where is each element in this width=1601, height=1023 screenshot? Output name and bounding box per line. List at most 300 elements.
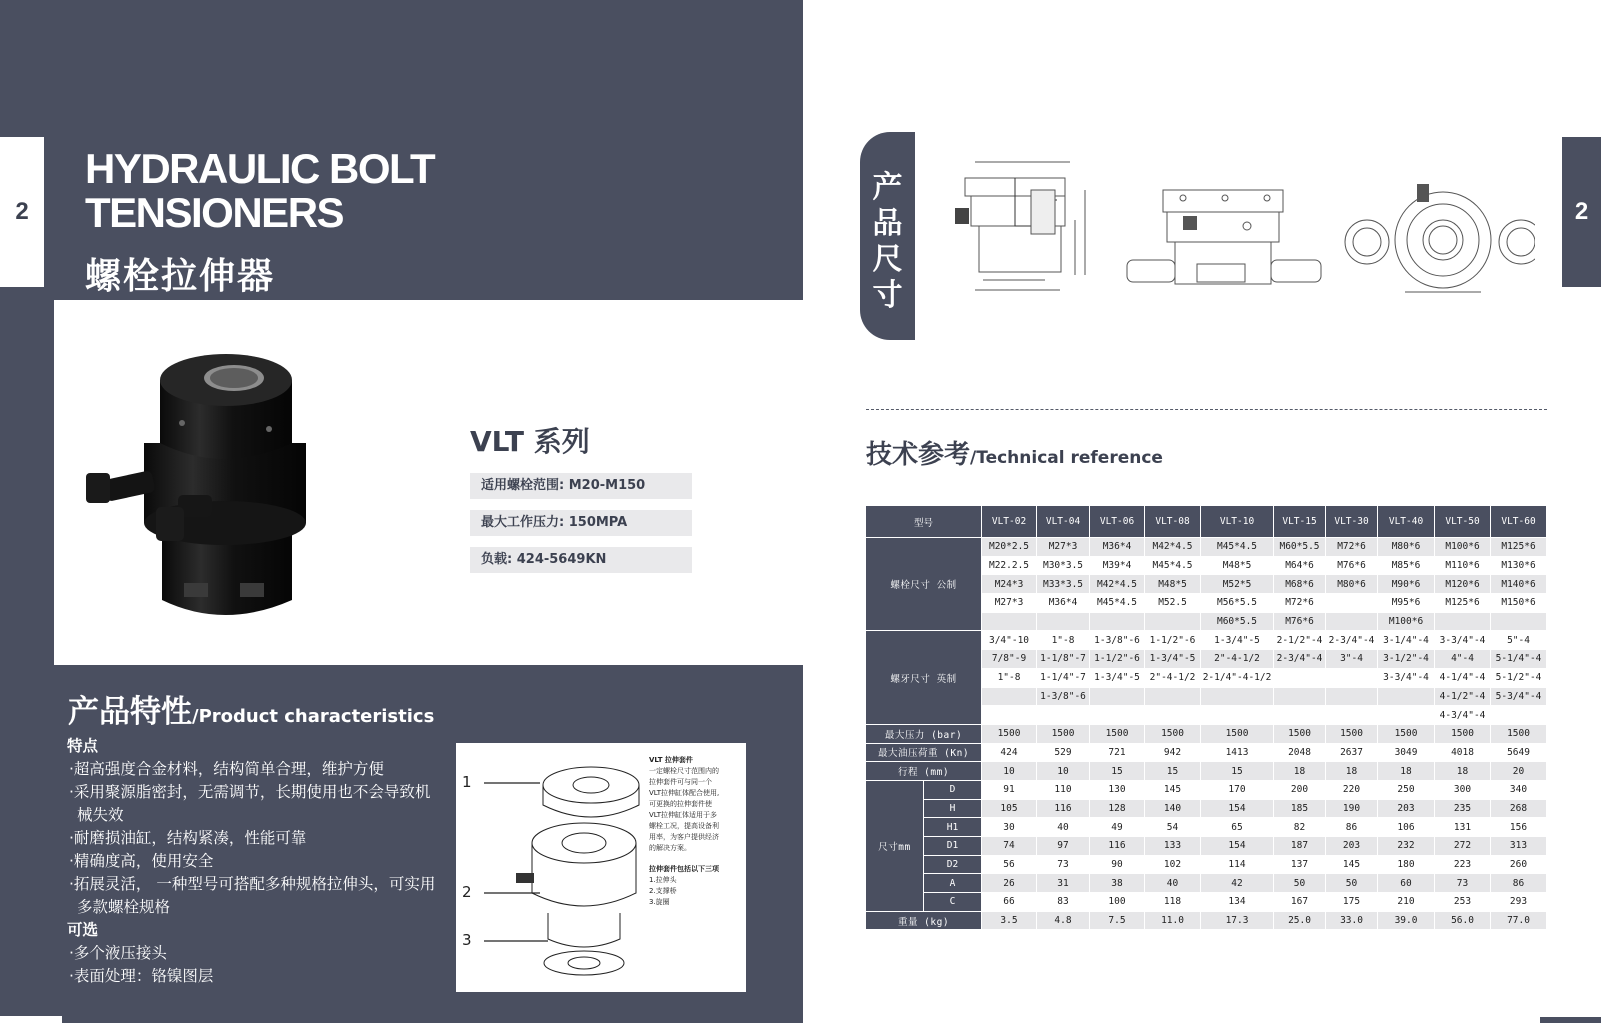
product-dimensions-tab (860, 132, 915, 340)
title-line-2: TENSIONERS (85, 189, 344, 236)
table-cell: 154 (1201, 800, 1274, 819)
table-cell: 128 (1090, 800, 1145, 819)
table-cell: 1-1/4"-7 (1037, 669, 1090, 688)
header-cell: VLT-08 (1145, 506, 1201, 538)
note-line: 的解决方案。 (649, 844, 691, 852)
table-cell: 26 (982, 874, 1037, 893)
table-cell: 91 (982, 781, 1037, 800)
table-cell: 190 (1326, 800, 1378, 819)
table-cell: 56 (982, 856, 1037, 875)
page-title (85, 147, 434, 235)
table-cell: 40 (1145, 874, 1201, 893)
technical-reference-en: /Technical reference (970, 448, 1163, 468)
table-cell (1145, 688, 1201, 707)
table-cell: 220 (1326, 781, 1378, 800)
table-cell: 86 (1491, 874, 1547, 893)
table-cell: M60*5.5 (1201, 613, 1274, 632)
table-cell: 1500 (1145, 725, 1201, 744)
exploded-note (649, 755, 743, 908)
table-cell: 140 (1145, 800, 1201, 819)
table-cell: 49 (1090, 818, 1145, 837)
table-cell: M76*6 (1274, 613, 1326, 632)
table-cell: 293 (1491, 893, 1547, 912)
corner-mark-left (0, 1016, 62, 1023)
table-cell: 4-1/4"-4 (1435, 669, 1491, 688)
table-cell: 200 (1274, 781, 1326, 800)
table-cell (1090, 688, 1145, 707)
table-cell: 268 (1491, 800, 1547, 819)
table-cell: 4.8 (1037, 912, 1090, 931)
table-row (866, 538, 1547, 557)
table-cell: 73 (1037, 856, 1090, 875)
table-cell: M60*5.5 (1274, 538, 1326, 557)
note-title: VLT 拉伸套件 (649, 756, 693, 764)
table-row (866, 874, 1547, 893)
table-cell: 110 (1037, 781, 1090, 800)
table-cell: M85*6 (1378, 557, 1435, 576)
table-cell: 232 (1378, 837, 1435, 856)
table-cell: 114 (1201, 856, 1274, 875)
table-cell: 187 (1274, 837, 1326, 856)
header-cell: VLT-40 (1378, 506, 1435, 538)
table-cell: M42*4.5 (1145, 538, 1201, 557)
table-cell (982, 706, 1037, 725)
table-row (866, 762, 1547, 781)
table-cell: M36*4 (1037, 594, 1090, 613)
table-cell (1491, 613, 1547, 632)
table-cell: 1500 (1037, 725, 1090, 744)
table-cell (982, 688, 1037, 707)
table-cell: 11.0 (1145, 912, 1201, 931)
table-cell (1145, 613, 1201, 632)
table-cell (1090, 706, 1145, 725)
table-cell: 2-1/2"-4 (1274, 631, 1326, 650)
table-cell: 529 (1037, 744, 1090, 763)
table-cell: M100*6 (1435, 538, 1491, 557)
table-cell: M22.2.5 (982, 557, 1037, 576)
table-cell: M110*6 (1435, 557, 1491, 576)
table-cell: 15 (1201, 762, 1274, 781)
table-cell: 1413 (1201, 744, 1274, 763)
table-cell (1326, 594, 1378, 613)
table-cell (1201, 688, 1274, 707)
feature-item: ·采用聚源脂密封，无需调节，长期使用也不会导致机 (69, 783, 431, 801)
table-cell: 1-3/4"-5 (1201, 631, 1274, 650)
table-cell: M130*6 (1491, 557, 1547, 576)
tab-char: 品 (872, 206, 903, 241)
spec-label: 适用螺栓范围: (481, 478, 565, 493)
table-cell: 3049 (1378, 744, 1435, 763)
table-cell: 1-1/2"-6 (1090, 650, 1145, 669)
note-line: 一定螺栓尺寸范围内的 (649, 767, 719, 775)
table-cell: 2-3/4"-4 (1274, 650, 1326, 669)
table-cell: M64*6 (1274, 557, 1326, 576)
table-cell (1145, 706, 1201, 725)
table-cell: 3/4"-10 (982, 631, 1037, 650)
table-cell: 60 (1378, 874, 1435, 893)
header-cell: VLT-15 (1274, 506, 1326, 538)
table-cell: M120*6 (1435, 575, 1491, 594)
technical-drawings (935, 150, 1535, 320)
table-cell: 3-1/2"-4 (1378, 650, 1435, 669)
table-cell: 2"-4-1/2 (1201, 650, 1274, 669)
table-cell: M45*4.5 (1201, 538, 1274, 557)
imperial-label: 螺牙尺寸 英制 (866, 631, 982, 724)
table-cell: 1500 (1491, 725, 1547, 744)
table-cell: M80*6 (1326, 575, 1378, 594)
table-cell: 7.5 (1090, 912, 1145, 931)
header-cell: VLT-02 (982, 506, 1037, 538)
table-cell: M45*4.5 (1090, 594, 1145, 613)
table-cell: 83 (1037, 893, 1090, 912)
table-cell: 4018 (1435, 744, 1491, 763)
spec-max-pressure (470, 510, 692, 536)
table-cell: M140*6 (1491, 575, 1547, 594)
table-cell: 1-3/8"-6 (1090, 631, 1145, 650)
table-cell: 1500 (1378, 725, 1435, 744)
table-cell (982, 613, 1037, 632)
characteristics-heading-en: /Product characteristics (192, 706, 435, 727)
table-cell: 1500 (982, 725, 1037, 744)
page-subtitle-cn: 螺栓拉伸器 (85, 256, 276, 297)
dimension-name: C (924, 893, 982, 912)
table-cell: 4-1/2"-4 (1435, 688, 1491, 707)
part-label-2: 2 (462, 883, 472, 901)
table-cell: 2637 (1326, 744, 1378, 763)
table-cell (1378, 706, 1435, 725)
table-cell: 4-3/4"-4 (1435, 706, 1491, 725)
table-cell: 97 (1037, 837, 1090, 856)
table-row (866, 837, 1547, 856)
table-cell: 116 (1090, 837, 1145, 856)
table-cell: 50 (1274, 874, 1326, 893)
table-cell: M72*6 (1326, 538, 1378, 557)
table-cell: 300 (1435, 781, 1491, 800)
table-cell: M72*6 (1274, 594, 1326, 613)
corner-mark-right (1540, 1017, 1601, 1023)
table-cell: M80*6 (1378, 538, 1435, 557)
table-cell: 942 (1145, 744, 1201, 763)
table-cell (1037, 706, 1090, 725)
header-model: 型号 (866, 506, 982, 538)
spec-label: 负载: (481, 552, 513, 567)
header-cell: VLT-10 (1201, 506, 1274, 538)
table-cell: 20 (1491, 762, 1547, 781)
table-cell: 50 (1326, 874, 1378, 893)
weight-label: 重量 (kg) (866, 912, 982, 931)
spec-value: M20-M150 (568, 478, 646, 493)
parts-item: 3.旋圈 (649, 898, 670, 906)
table-cell: 1-3/8"-6 (1037, 688, 1090, 707)
table-cell: 100 (1090, 893, 1145, 912)
table-cell: 137 (1274, 856, 1326, 875)
table-cell: 1"-8 (1037, 631, 1090, 650)
table-row (866, 800, 1547, 819)
spec-load (470, 547, 692, 573)
table-cell: M45*4.5 (1145, 557, 1201, 576)
technical-reference-heading (866, 434, 1163, 471)
table-row (866, 893, 1547, 912)
table-cell: M48*5 (1145, 575, 1201, 594)
table-cell: M20*2.5 (982, 538, 1037, 557)
table-cell: 54 (1145, 818, 1201, 837)
table-cell: 3-3/4"-4 (1435, 631, 1491, 650)
characteristics-heading (68, 686, 434, 731)
table-cell: 185 (1274, 800, 1326, 819)
optional-item: ·表面处理：铬镍图层 (69, 967, 214, 985)
part-label-1: 1 (462, 773, 472, 791)
table-cell: M52*5 (1201, 575, 1274, 594)
table-header-row (866, 506, 1547, 538)
note-line: VLT拉伸缸体适用于多 (649, 811, 718, 819)
table-cell: M150*6 (1491, 594, 1547, 613)
characteristics-heading-cn: 产品特性 (68, 694, 192, 730)
table-cell: 1500 (1090, 725, 1145, 744)
table-cell: M27*3 (1037, 538, 1090, 557)
header-cell: VLT-06 (1090, 506, 1145, 538)
table-cell: M95*6 (1378, 594, 1435, 613)
table-cell: 33.0 (1326, 912, 1378, 931)
table-cell: 210 (1378, 893, 1435, 912)
table-cell (1037, 613, 1090, 632)
table-cell: 721 (1090, 744, 1145, 763)
table-cell: M76*6 (1326, 557, 1378, 576)
features-list (67, 735, 447, 988)
table-cell: 5-1/2"-4 (1491, 669, 1547, 688)
table-cell: 313 (1491, 837, 1547, 856)
table-cell (1326, 688, 1378, 707)
bolt-tensioner-photo (74, 345, 374, 635)
table-cell: M52.5 (1145, 594, 1201, 613)
page-number-right: 2 (1562, 137, 1601, 287)
table-cell (1326, 613, 1378, 632)
section-divider (866, 409, 1547, 410)
tab-char: 产 (872, 170, 903, 205)
tab-char: 寸 (872, 278, 903, 313)
table-cell: 18 (1435, 762, 1491, 781)
table-cell: 82 (1274, 818, 1326, 837)
table-cell: 1-1/2"-6 (1145, 631, 1201, 650)
table-cell: M27*3 (982, 594, 1037, 613)
feature-item: ·超高强度合金材料，结构简单合理，维护方便 (69, 760, 384, 778)
table-cell: 106 (1378, 818, 1435, 837)
table-row (866, 781, 1547, 800)
table-cell: 40 (1037, 818, 1090, 837)
table-cell: 15 (1090, 762, 1145, 781)
table-cell: 170 (1201, 781, 1274, 800)
table-cell: 42 (1201, 874, 1274, 893)
table-cell (1491, 706, 1547, 725)
features-head: 特点 (67, 737, 99, 755)
table-row (866, 631, 1547, 650)
table-cell: 77.0 (1491, 912, 1547, 931)
table-cell: 156 (1491, 818, 1547, 837)
table-cell (1201, 706, 1274, 725)
table-cell: 74 (982, 837, 1037, 856)
table-cell: 260 (1491, 856, 1547, 875)
table-cell: 1-3/4"-5 (1090, 669, 1145, 688)
table-cell: 154 (1201, 837, 1274, 856)
table-cell: 3-1/4"-4 (1378, 631, 1435, 650)
table-row (866, 912, 1547, 931)
header-cell: VLT-60 (1491, 506, 1547, 538)
table-cell: 235 (1435, 800, 1491, 819)
spec-label: 最大工作压力: (481, 515, 565, 530)
table-cell: 3.5 (982, 912, 1037, 931)
table-cell: M68*6 (1274, 575, 1326, 594)
parts-item: 2.支撑桥 (649, 887, 677, 895)
table-cell: 145 (1326, 856, 1378, 875)
spec-value: 424-5649KN (516, 552, 607, 567)
header-cell: VLT-04 (1037, 506, 1090, 538)
feature-item: ·拓展灵活， 一种型号可搭配多种规格拉伸头，可实用 (69, 875, 436, 893)
table-cell: 2-3/4"-4 (1326, 631, 1378, 650)
table-cell: 1-3/4"-5 (1145, 650, 1201, 669)
table-cell: 5"-4 (1491, 631, 1547, 650)
table-cell: 15 (1145, 762, 1201, 781)
title-line-1: HYDRAULIC BOLT (85, 145, 435, 192)
technical-reference-cn: 技术参考 (866, 440, 971, 470)
table-row (866, 856, 1547, 875)
table-cell: 56.0 (1435, 912, 1491, 931)
table-cell: 5-1/4"-4 (1491, 650, 1547, 669)
table-cell: 38 (1090, 874, 1145, 893)
table-cell: M36*4 (1090, 538, 1145, 557)
dimension-name: A (924, 874, 982, 893)
dimension-name: H1 (924, 818, 982, 837)
table-cell: 1500 (1435, 725, 1491, 744)
page-number-left: 2 (0, 137, 44, 287)
feature-item: 械失效 (77, 806, 124, 824)
table-cell: 1500 (1201, 725, 1274, 744)
table-cell: 1500 (1274, 725, 1326, 744)
table-cell: 39.0 (1378, 912, 1435, 931)
table-cell (1090, 613, 1145, 632)
table-cell: M33*3.5 (1037, 575, 1090, 594)
optional-head: 可选 (67, 921, 99, 939)
table-cell: 5-3/4"-4 (1491, 688, 1547, 707)
dimension-name: D2 (924, 856, 982, 875)
table-cell: M30*3.5 (1037, 557, 1090, 576)
table-cell: 18 (1326, 762, 1378, 781)
table-cell: 2048 (1274, 744, 1326, 763)
feature-item: ·精确度高，使用安全 (69, 852, 214, 870)
parts-item: 1.拉伸头 (649, 876, 677, 884)
feature-item: 多款螺栓规格 (77, 898, 171, 916)
table-cell: 250 (1378, 781, 1435, 800)
table-cell: 86 (1326, 818, 1378, 837)
dimension-name: D1 (924, 837, 982, 856)
dimension-name: D (924, 781, 982, 800)
dimension-label: 尺寸mm (866, 781, 924, 912)
table-row (866, 818, 1547, 837)
dimension-name: H (924, 800, 982, 819)
feature-item: ·耐磨损油缸，结构紧凑，性能可靠 (69, 829, 307, 847)
note-line: 螺栓工况，提高设备利 (649, 822, 719, 830)
table-cell: 1"-8 (982, 669, 1037, 688)
table-cell: M90*6 (1378, 575, 1435, 594)
table-cell: 18 (1274, 762, 1326, 781)
table-cell: 1500 (1326, 725, 1378, 744)
table-cell: 272 (1435, 837, 1491, 856)
table-cell: 73 (1435, 874, 1491, 893)
table-cell (1326, 706, 1378, 725)
table-cell: 180 (1378, 856, 1435, 875)
tab-char: 尺 (872, 242, 903, 277)
note-line: VLT拉伸缸体配合使用, (649, 789, 720, 797)
table-cell: 18 (1378, 762, 1435, 781)
table-cell: 10 (982, 762, 1037, 781)
table-cell: 7/8"-9 (982, 650, 1037, 669)
stroke-label: 行程 (mm) (866, 762, 982, 781)
table-cell: 17.3 (1201, 912, 1274, 931)
series-title: VLT 系列 (470, 425, 590, 458)
table-cell (1435, 613, 1491, 632)
table-cell: 31 (1037, 874, 1090, 893)
table-cell: 102 (1145, 856, 1201, 875)
table-cell: 10 (1037, 762, 1090, 781)
pressure-label: 最大压力 (bar) (866, 725, 982, 744)
table-cell: 116 (1037, 800, 1090, 819)
table-cell: M42*4.5 (1090, 575, 1145, 594)
table-cell: 4"-4 (1435, 650, 1491, 669)
table-cell: M24*3 (982, 575, 1037, 594)
load-label: 最大油压荷重 (Kn) (866, 744, 982, 763)
table-cell: M100*6 (1378, 613, 1435, 632)
table-cell: 424 (982, 744, 1037, 763)
table-cell: 66 (982, 893, 1037, 912)
header-cell: VLT-30 (1326, 506, 1378, 538)
table-cell: 3-3/4"-4 (1378, 669, 1435, 688)
table-cell: M125*6 (1435, 594, 1491, 613)
part-label-3: 3 (462, 931, 472, 949)
metric-label: 螺栓尺寸 公制 (866, 538, 982, 631)
table-cell: 65 (1201, 818, 1274, 837)
note-line: 拉伸套件可与同一个 (649, 778, 712, 786)
table-cell: 134 (1201, 893, 1274, 912)
table-cell: 30 (982, 818, 1037, 837)
parts-title: 拉伸套件包括以下三项 (649, 865, 719, 873)
optional-item: ·多个液压接头 (69, 944, 167, 962)
table-cell: 118 (1145, 893, 1201, 912)
table-cell: 3"-4 (1326, 650, 1378, 669)
table-cell: M56*5.5 (1201, 594, 1274, 613)
table-cell: M39*4 (1090, 557, 1145, 576)
table-cell: 203 (1378, 800, 1435, 819)
table-cell: 5649 (1491, 744, 1547, 763)
table-cell: 105 (982, 800, 1037, 819)
table-cell: 175 (1326, 893, 1378, 912)
table-cell: 340 (1491, 781, 1547, 800)
table-cell (1326, 669, 1378, 688)
exploded-view-panel (456, 743, 746, 992)
table-cell (1378, 688, 1435, 707)
table-cell: 223 (1435, 856, 1491, 875)
header-cell: VLT-50 (1435, 506, 1491, 538)
table-cell: 2"-4-1/2 (1145, 669, 1201, 688)
table-cell (1274, 706, 1326, 725)
note-line: 用率，为客户提供经济 (649, 833, 719, 841)
table-cell: M48*5 (1201, 557, 1274, 576)
table-cell: 145 (1145, 781, 1201, 800)
spec-table (866, 506, 1547, 930)
table-cell: 1-1/8"-7 (1037, 650, 1090, 669)
note-line: 可更换的拉伸套件使 (649, 800, 712, 808)
table-cell (1274, 688, 1326, 707)
table-cell: 131 (1435, 818, 1491, 837)
table-cell: 25.0 (1274, 912, 1326, 931)
table-cell: 203 (1326, 837, 1378, 856)
